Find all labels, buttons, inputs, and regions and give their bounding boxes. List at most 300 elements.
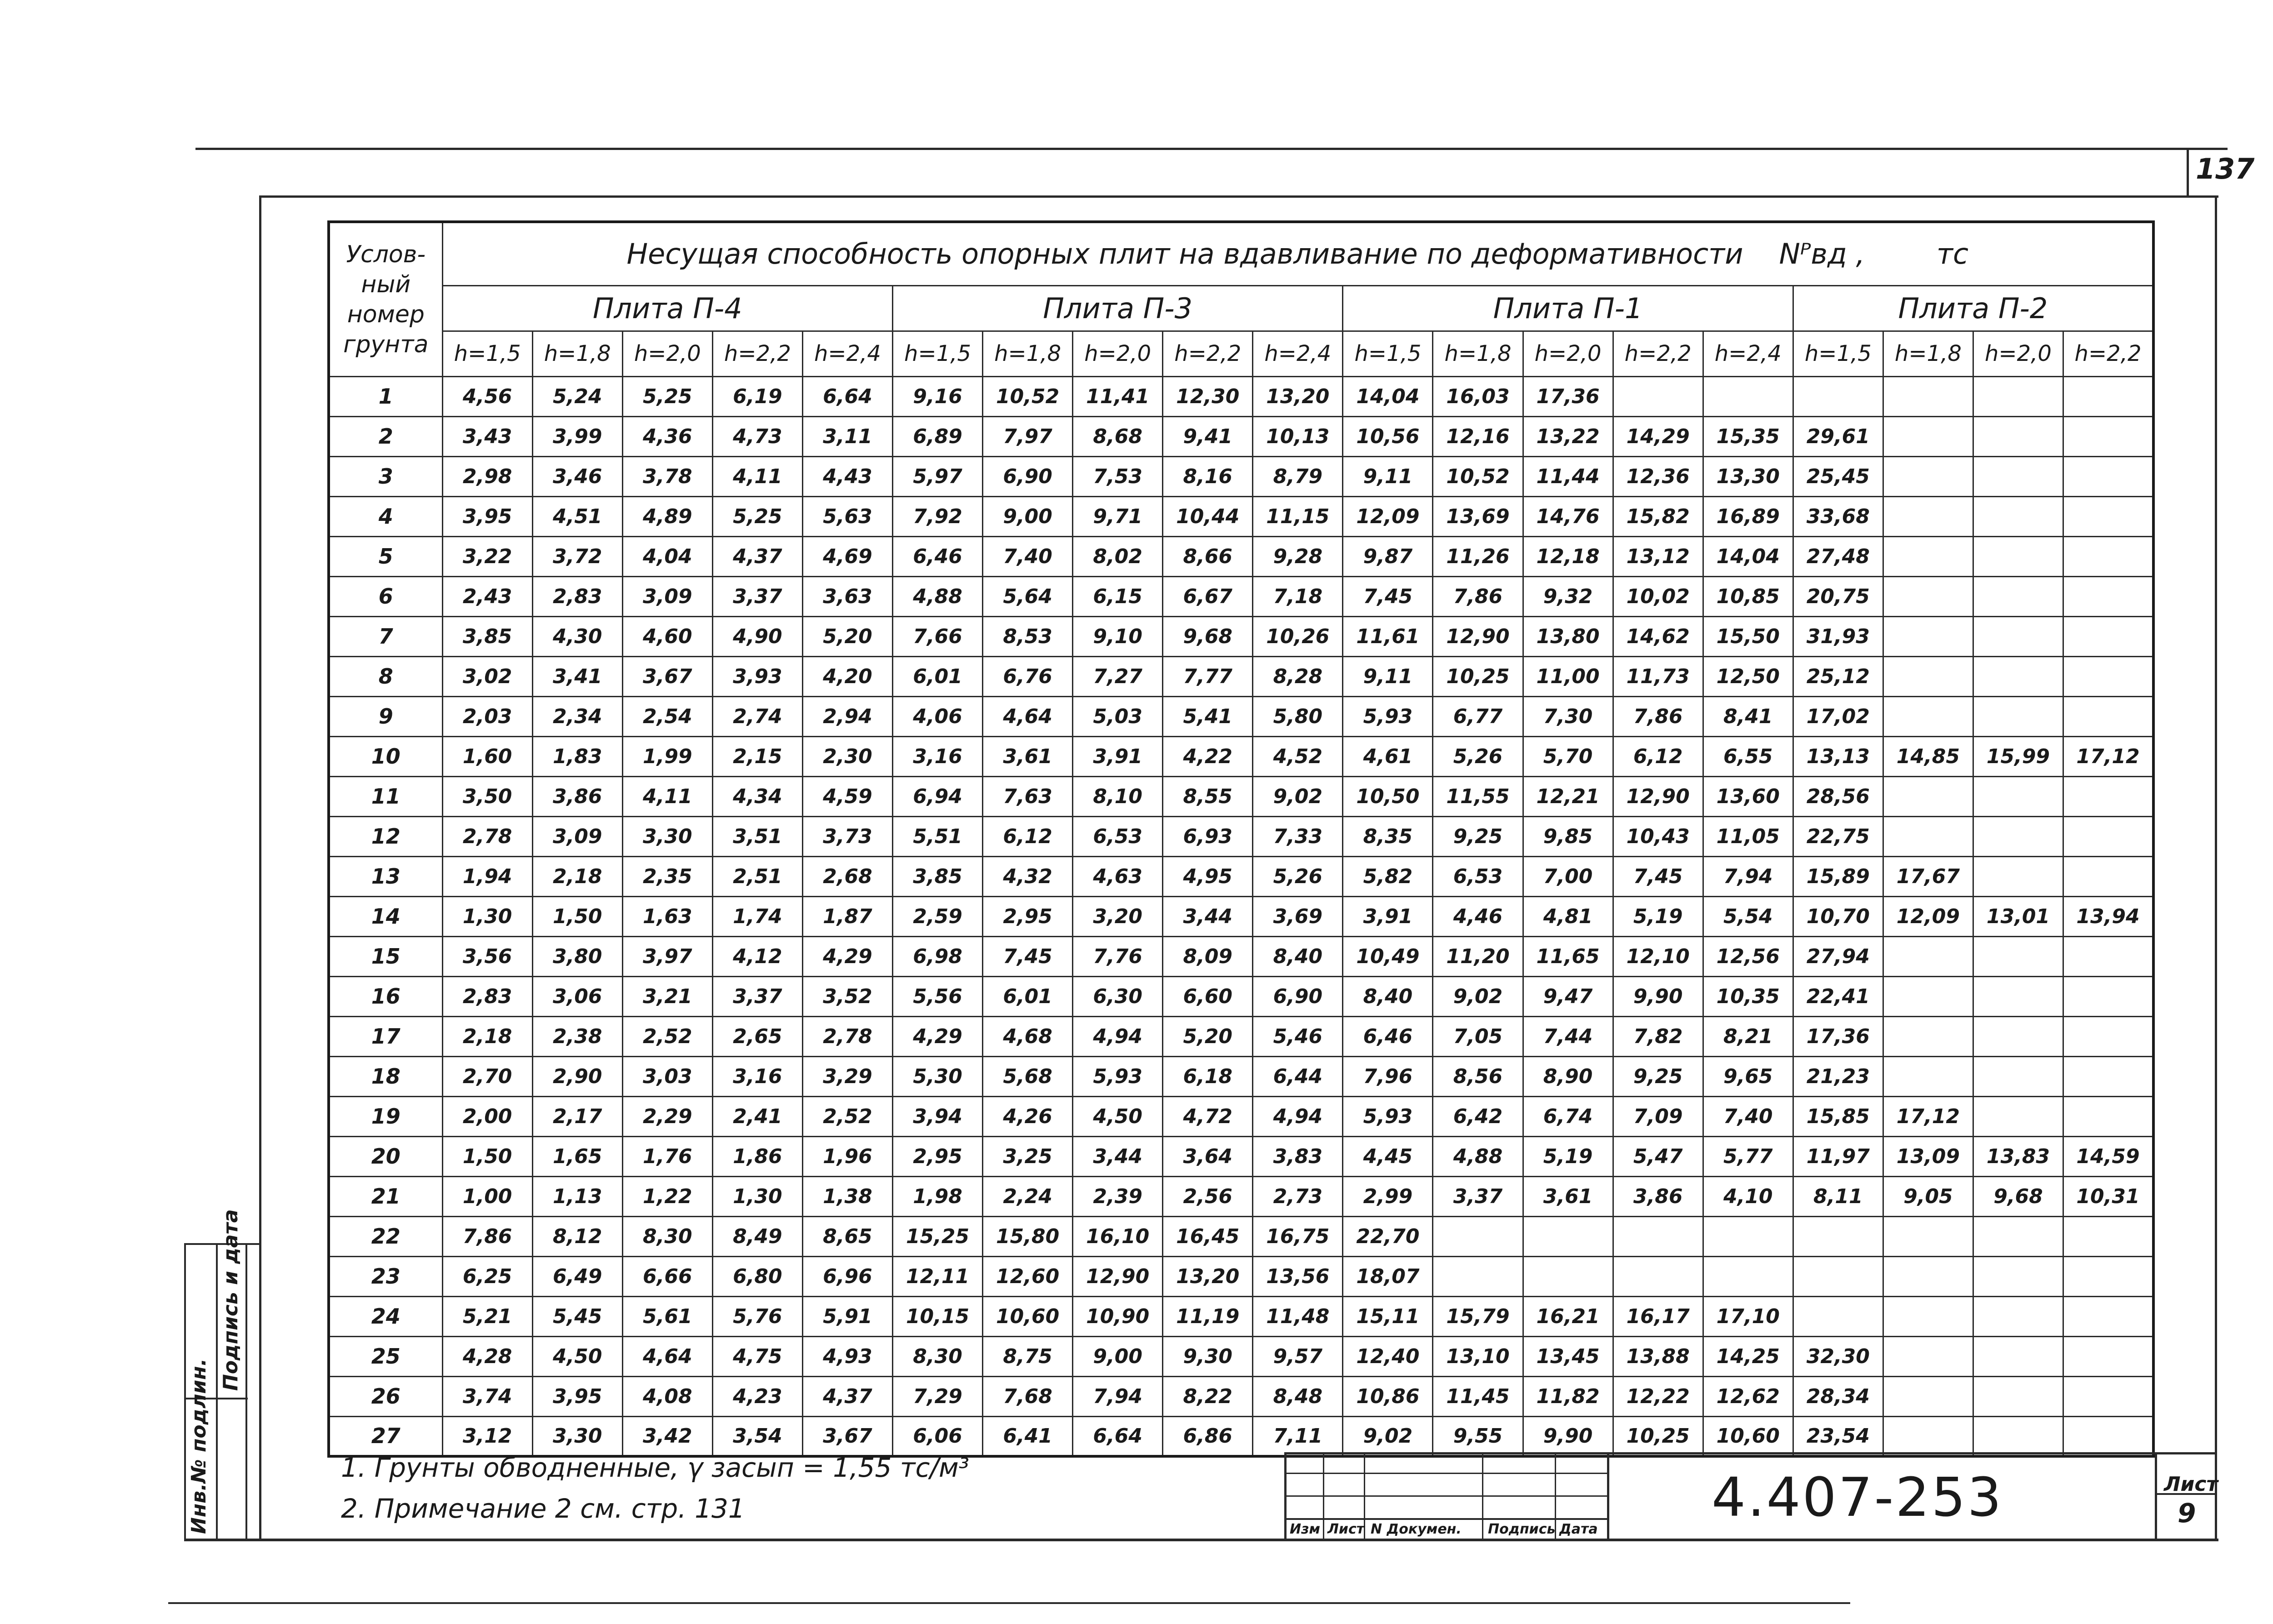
table-row	[329, 1056, 2153, 1096]
value-cell: 9,02	[1343, 1416, 1433, 1456]
table-row	[329, 1216, 2153, 1256]
value-cell: 3,86	[1613, 1176, 1703, 1216]
value-cell: 3,95	[442, 496, 532, 536]
value-cell: 12,56	[1703, 936, 1793, 976]
value-cell: 3,67	[802, 1416, 892, 1456]
value-cell	[1703, 1216, 1793, 1256]
value-cell: 8,55	[1163, 776, 1253, 816]
value-cell: 10,15	[893, 1296, 983, 1336]
value-cell: 3,37	[712, 576, 802, 616]
value-cell: 8,65	[802, 1216, 892, 1256]
value-cell: 2,03	[442, 696, 532, 736]
value-cell: 4,32	[983, 856, 1073, 896]
value-cell: 2,38	[532, 1016, 622, 1056]
stamp-col5	[1607, 1452, 1609, 1539]
value-cell: 8,30	[893, 1336, 983, 1376]
value-cell	[1883, 1416, 1973, 1456]
value-cell: 4,56	[442, 376, 532, 416]
value-cell	[1883, 696, 1973, 736]
value-cell	[1973, 856, 2063, 896]
soil-number-cell: 13	[329, 856, 442, 896]
value-cell: 7,86	[1613, 696, 1703, 736]
value-cell: 9,65	[1703, 1056, 1793, 1096]
value-cell	[1793, 1216, 1883, 1256]
value-cell: 3,22	[442, 536, 532, 576]
value-cell: 3,94	[893, 1096, 983, 1136]
value-cell: 4,34	[712, 776, 802, 816]
value-cell	[1883, 1256, 1973, 1296]
soil-number-cell: 8	[329, 656, 442, 696]
value-cell: 16,21	[1523, 1296, 1613, 1336]
value-cell: 2,54	[622, 696, 712, 736]
value-cell: 3,64	[1163, 1136, 1253, 1176]
table-row	[329, 456, 2153, 496]
value-cell: 3,61	[983, 736, 1073, 776]
value-cell: 17,36	[1523, 376, 1613, 416]
value-cell: 2,98	[442, 456, 532, 496]
value-cell: 28,56	[1793, 776, 1883, 816]
value-cell: 1,65	[532, 1136, 622, 1176]
value-cell	[1883, 1376, 1973, 1416]
value-cell: 14,25	[1703, 1336, 1793, 1376]
value-cell: 6,42	[1433, 1096, 1523, 1136]
value-cell: 11,73	[1613, 656, 1703, 696]
value-cell: 5,61	[622, 1296, 712, 1336]
value-cell	[2063, 656, 2153, 696]
value-cell: 10,70	[1793, 896, 1883, 936]
value-cell: 22,70	[1343, 1216, 1433, 1256]
value-cell: 5,91	[802, 1296, 892, 1336]
value-cell	[2063, 976, 2153, 1016]
value-cell	[1883, 456, 1973, 496]
value-cell: 12,18	[1523, 536, 1613, 576]
value-cell	[1973, 416, 2063, 456]
soil-number-cell: 7	[329, 616, 442, 656]
value-cell: 15,25	[893, 1216, 983, 1256]
value-cell: 7,45	[1343, 576, 1433, 616]
table-row	[329, 1136, 2153, 1176]
value-cell: 6,12	[983, 816, 1073, 856]
value-cell: 4,29	[802, 936, 892, 976]
height-header-p3-3: h=2,2	[2063, 331, 2153, 376]
value-cell: 17,67	[1883, 856, 1973, 896]
height-header-p0-4: h=2,4	[802, 331, 892, 376]
height-header-p3-2: h=2,0	[1973, 331, 2063, 376]
value-cell: 13,09	[1883, 1136, 1973, 1176]
value-cell: 17,12	[1883, 1096, 1973, 1136]
height-header-p2-1: h=1,8	[1433, 331, 1523, 376]
value-cell: 8,40	[1343, 976, 1433, 1016]
value-cell: 10,85	[1703, 576, 1793, 616]
value-cell: 7,86	[442, 1216, 532, 1256]
value-cell	[2063, 936, 2153, 976]
table-row	[329, 656, 2153, 696]
table-row	[329, 1256, 2153, 1296]
soil-number-cell: 3	[329, 456, 442, 496]
value-cell: 3,29	[802, 1056, 892, 1096]
value-cell: 2,52	[622, 1016, 712, 1056]
value-cell: 8,48	[1253, 1376, 1343, 1416]
value-cell: 9,87	[1343, 536, 1433, 576]
value-cell: 2,83	[532, 576, 622, 616]
height-header-p0-1: h=1,8	[532, 331, 622, 376]
value-cell: 11,15	[1253, 496, 1343, 536]
value-cell: 13,01	[1973, 896, 2063, 936]
value-cell	[1523, 1216, 1613, 1256]
value-cell: 4,51	[532, 496, 622, 536]
value-cell: 12,10	[1613, 936, 1703, 976]
table-row	[329, 536, 2153, 576]
value-cell: 5,97	[893, 456, 983, 496]
value-cell: 17,36	[1793, 1016, 1883, 1056]
value-cell: 6,89	[893, 416, 983, 456]
value-cell: 10,52	[983, 376, 1073, 416]
value-cell: 4,90	[712, 616, 802, 656]
value-cell	[1883, 576, 1973, 616]
height-header-p0-2: h=2,0	[622, 331, 712, 376]
value-cell: 3,37	[1433, 1176, 1523, 1216]
value-cell: 12,40	[1343, 1336, 1433, 1376]
value-cell: 3,09	[622, 576, 712, 616]
value-cell: 9,90	[1523, 1416, 1613, 1456]
value-cell: 10,25	[1613, 1416, 1703, 1456]
soil-number-cell: 18	[329, 1056, 442, 1096]
value-cell: 8,41	[1703, 696, 1793, 736]
value-cell: 6,30	[1073, 976, 1163, 1016]
value-cell	[1973, 576, 2063, 616]
value-cell: 14,62	[1613, 616, 1703, 656]
value-cell	[2063, 1336, 2153, 1376]
value-cell: 4,23	[712, 1376, 802, 1416]
value-cell	[2063, 1416, 2153, 1456]
value-cell: 15,79	[1433, 1296, 1523, 1336]
value-cell: 9,30	[1163, 1336, 1253, 1376]
soil-number-cell: 20	[329, 1136, 442, 1176]
value-cell: 2,83	[442, 976, 532, 1016]
sheet-number: 9	[2178, 1498, 2196, 1529]
value-cell	[2063, 496, 2153, 536]
value-cell: 12,90	[1613, 776, 1703, 816]
value-cell: 4,36	[622, 416, 712, 456]
value-cell: 6,60	[1163, 976, 1253, 1016]
value-cell: 4,26	[983, 1096, 1073, 1136]
value-cell: 10,13	[1253, 416, 1343, 456]
stamp-sheet-col	[2155, 1452, 2157, 1539]
value-cell	[1973, 496, 2063, 536]
value-cell: 9,25	[1433, 816, 1523, 856]
value-cell: 6,46	[893, 536, 983, 576]
height-header-p2-0: h=1,5	[1343, 331, 1433, 376]
value-cell: 4,73	[712, 416, 802, 456]
value-cell: 6,64	[1073, 1416, 1163, 1456]
value-cell: 5,46	[1253, 1016, 1343, 1056]
value-cell: 15,11	[1343, 1296, 1433, 1336]
value-cell: 9,00	[983, 496, 1073, 536]
value-cell: 2,24	[983, 1176, 1073, 1216]
height-header-p0-3: h=2,2	[712, 331, 802, 376]
value-cell: 13,12	[1613, 536, 1703, 576]
value-cell: 7,30	[1523, 696, 1613, 736]
value-cell: 2,41	[712, 1096, 802, 1136]
value-cell: 8,40	[1253, 936, 1343, 976]
value-cell: 3,97	[622, 936, 712, 976]
value-cell: 6,01	[983, 976, 1073, 1016]
value-cell: 4,06	[893, 696, 983, 736]
value-cell: 13,83	[1973, 1136, 2063, 1176]
value-cell: 9,11	[1343, 456, 1433, 496]
value-cell: 9,47	[1523, 976, 1613, 1016]
value-cell: 8,53	[983, 616, 1073, 656]
value-cell: 2,52	[802, 1096, 892, 1136]
value-cell	[1973, 456, 2063, 496]
value-cell: 5,93	[1343, 1096, 1433, 1136]
value-cell: 3,50	[442, 776, 532, 816]
soil-number-cell: 16	[329, 976, 442, 1016]
value-cell	[2063, 776, 2153, 816]
value-cell: 3,91	[1073, 736, 1163, 776]
value-cell: 28,34	[1793, 1376, 1883, 1416]
table-title-text: Несущая способность опорных плит на вдавливание по деформативности	[626, 237, 1743, 271]
value-cell: 5,41	[1163, 696, 1253, 736]
value-cell: 13,69	[1433, 496, 1523, 536]
value-cell: 7,45	[983, 936, 1073, 976]
value-cell	[2063, 456, 2153, 496]
value-cell: 8,79	[1253, 456, 1343, 496]
value-cell: 9,90	[1613, 976, 1703, 1016]
value-cell: 15,82	[1613, 496, 1703, 536]
value-cell: 11,61	[1343, 616, 1433, 656]
soil-number-cell: 24	[329, 1296, 442, 1336]
value-cell: 1,74	[712, 896, 802, 936]
plate-header-p4: Плита П-4	[442, 285, 892, 331]
value-cell: 2,94	[802, 696, 892, 736]
table-title	[442, 222, 2153, 285]
value-cell: 5,45	[532, 1296, 622, 1336]
value-cell	[1973, 1056, 2063, 1096]
value-cell: 5,77	[1703, 1136, 1793, 1176]
value-cell: 3,99	[532, 416, 622, 456]
value-cell: 13,60	[1703, 776, 1793, 816]
value-cell: 5,47	[1613, 1136, 1703, 1176]
value-cell: 2,00	[442, 1096, 532, 1136]
table-row	[329, 1096, 2153, 1136]
value-cell	[1973, 1416, 2063, 1456]
page-bottom-line	[168, 1602, 1850, 1604]
value-cell: 3,41	[532, 656, 622, 696]
value-cell: 13,20	[1253, 376, 1343, 416]
value-cell	[1883, 656, 1973, 696]
value-cell: 6,94	[893, 776, 983, 816]
side-label-inv: Инв.№ подлин.	[187, 1358, 210, 1534]
value-cell	[1883, 1016, 1973, 1056]
value-cell: 2,78	[802, 1016, 892, 1056]
value-cell: 12,16	[1433, 416, 1523, 456]
value-cell: 8,09	[1163, 936, 1253, 976]
value-cell	[1973, 376, 2063, 416]
table-row	[329, 1416, 2153, 1456]
value-cell: 12,60	[983, 1256, 1073, 1296]
value-cell: 3,11	[802, 416, 892, 456]
value-cell: 12,11	[893, 1256, 983, 1296]
title-block	[1284, 1452, 2216, 1539]
value-cell: 4,50	[532, 1336, 622, 1376]
value-cell: 2,39	[1073, 1176, 1163, 1216]
table-row	[329, 616, 2153, 656]
value-cell	[1973, 1216, 2063, 1256]
value-cell: 6,90	[983, 456, 1073, 496]
value-cell	[1883, 1336, 1973, 1376]
value-cell: 11,45	[1433, 1376, 1523, 1416]
value-cell: 3,42	[622, 1416, 712, 1456]
value-cell: 3,63	[802, 576, 892, 616]
height-header-p1-0: h=1,5	[893, 331, 983, 376]
value-cell: 13,45	[1523, 1336, 1613, 1376]
value-cell: 12,90	[1433, 616, 1523, 656]
value-cell: 2,43	[442, 576, 532, 616]
value-cell: 6,06	[893, 1416, 983, 1456]
height-header-p3-1: h=1,8	[1883, 331, 1973, 376]
value-cell: 4,59	[802, 776, 892, 816]
table-row	[329, 576, 2153, 616]
value-cell: 7,33	[1253, 816, 1343, 856]
value-cell: 4,04	[622, 536, 712, 576]
value-cell: 4,46	[1433, 896, 1523, 936]
value-cell: 10,25	[1433, 656, 1523, 696]
corner-tick	[2187, 150, 2189, 195]
value-cell	[2063, 576, 2153, 616]
value-cell: 12,22	[1613, 1376, 1703, 1416]
value-cell: 15,85	[1793, 1096, 1883, 1136]
value-cell: 7,97	[983, 416, 1073, 456]
frame-left-line	[259, 195, 261, 1541]
value-cell: 1,30	[442, 896, 532, 936]
stamp-col3	[1482, 1452, 1483, 1539]
value-cell: 4,45	[1343, 1136, 1433, 1176]
value-cell: 13,22	[1523, 416, 1613, 456]
value-cell: 8,75	[983, 1336, 1073, 1376]
soil-number-cell: 19	[329, 1096, 442, 1136]
table-row	[329, 376, 2153, 416]
height-header-p2-3: h=2,2	[1613, 331, 1703, 376]
value-cell: 1,76	[622, 1136, 712, 1176]
soil-number-cell: 23	[329, 1256, 442, 1296]
value-cell	[1883, 536, 1973, 576]
value-cell	[1883, 816, 1973, 856]
value-cell: 4,75	[712, 1336, 802, 1376]
table-row	[329, 416, 2153, 456]
value-cell	[2063, 416, 2153, 456]
value-cell: 4,81	[1523, 896, 1613, 936]
height-header-p2-4: h=2,4	[1703, 331, 1793, 376]
height-header-p1-1: h=1,8	[983, 331, 1073, 376]
value-cell: 16,03	[1433, 376, 1523, 416]
value-cell: 9,68	[1163, 616, 1253, 656]
value-cell: 3,91	[1343, 896, 1433, 936]
value-cell: 4,20	[802, 656, 892, 696]
value-cell: 27,48	[1793, 536, 1883, 576]
value-cell: 15,35	[1703, 416, 1793, 456]
value-cell: 6,86	[1163, 1416, 1253, 1456]
height-header-p0-0: h=1,5	[442, 331, 532, 376]
value-cell: 1,22	[622, 1176, 712, 1216]
value-cell: 2,18	[442, 1016, 532, 1056]
value-cell: 4,30	[532, 616, 622, 656]
value-cell: 16,89	[1703, 496, 1793, 536]
value-cell: 9,00	[1073, 1336, 1163, 1376]
value-cell: 6,74	[1523, 1096, 1613, 1136]
value-cell: 4,12	[712, 936, 802, 976]
value-cell: 10,49	[1343, 936, 1433, 976]
value-cell: 4,72	[1163, 1096, 1253, 1136]
value-cell: 6,53	[1433, 856, 1523, 896]
value-cell: 7,86	[1433, 576, 1523, 616]
value-cell: 2,59	[893, 896, 983, 936]
value-cell: 3,20	[1073, 896, 1163, 936]
soil-number-cell: 15	[329, 936, 442, 976]
value-cell: 15,99	[1973, 736, 2063, 776]
value-cell: 2,15	[712, 736, 802, 776]
value-cell: 12,90	[1073, 1256, 1163, 1296]
value-cell: 8,02	[1073, 536, 1163, 576]
value-cell: 9,16	[893, 376, 983, 416]
value-cell: 7,00	[1523, 856, 1613, 896]
table-row	[329, 776, 2153, 816]
value-cell: 11,19	[1163, 1296, 1253, 1336]
value-cell: 4,37	[802, 1376, 892, 1416]
value-cell: 20,75	[1793, 576, 1883, 616]
value-cell: 10,26	[1253, 616, 1343, 656]
value-cell: 3,30	[532, 1416, 622, 1456]
value-cell: 10,52	[1433, 456, 1523, 496]
value-cell: 6,90	[1253, 976, 1343, 1016]
value-cell	[2063, 376, 2153, 416]
value-cell: 8,90	[1523, 1056, 1613, 1096]
stamp-col1	[1323, 1452, 1324, 1539]
table-row	[329, 816, 2153, 856]
value-cell: 13,10	[1433, 1336, 1523, 1376]
value-cell: 1,94	[442, 856, 532, 896]
value-cell: 7,29	[893, 1376, 983, 1416]
value-cell: 1,98	[893, 1176, 983, 1216]
value-cell	[1793, 376, 1883, 416]
value-cell: 10,35	[1703, 976, 1793, 1016]
soil-number-cell: 10	[329, 736, 442, 776]
value-cell	[1973, 536, 2063, 576]
value-cell: 1,38	[802, 1176, 892, 1216]
value-cell	[1703, 376, 1793, 416]
stamp-label-izm: Изм	[1290, 1521, 1321, 1537]
value-cell: 2,95	[893, 1136, 983, 1176]
value-cell: 8,30	[622, 1216, 712, 1256]
value-cell: 3,03	[622, 1056, 712, 1096]
value-cell: 25,45	[1793, 456, 1883, 496]
soil-number-cell: 11	[329, 776, 442, 816]
value-cell: 11,48	[1253, 1296, 1343, 1336]
plate-header-p3: Плита П-3	[893, 285, 1343, 331]
value-cell: 9,57	[1253, 1336, 1343, 1376]
value-cell: 2,18	[532, 856, 622, 896]
row-label-header: Услов-ный номер грунта	[329, 222, 442, 376]
value-cell: 10,31	[2063, 1176, 2153, 1216]
value-cell: 3,30	[622, 816, 712, 856]
value-cell: 6,80	[712, 1256, 802, 1296]
value-cell: 4,29	[893, 1016, 983, 1056]
value-cell: 3,16	[712, 1056, 802, 1096]
value-cell: 8,66	[1163, 536, 1253, 576]
value-cell: 7,18	[1253, 576, 1343, 616]
frame-top-line	[259, 195, 2218, 198]
value-cell: 10,02	[1613, 576, 1703, 616]
